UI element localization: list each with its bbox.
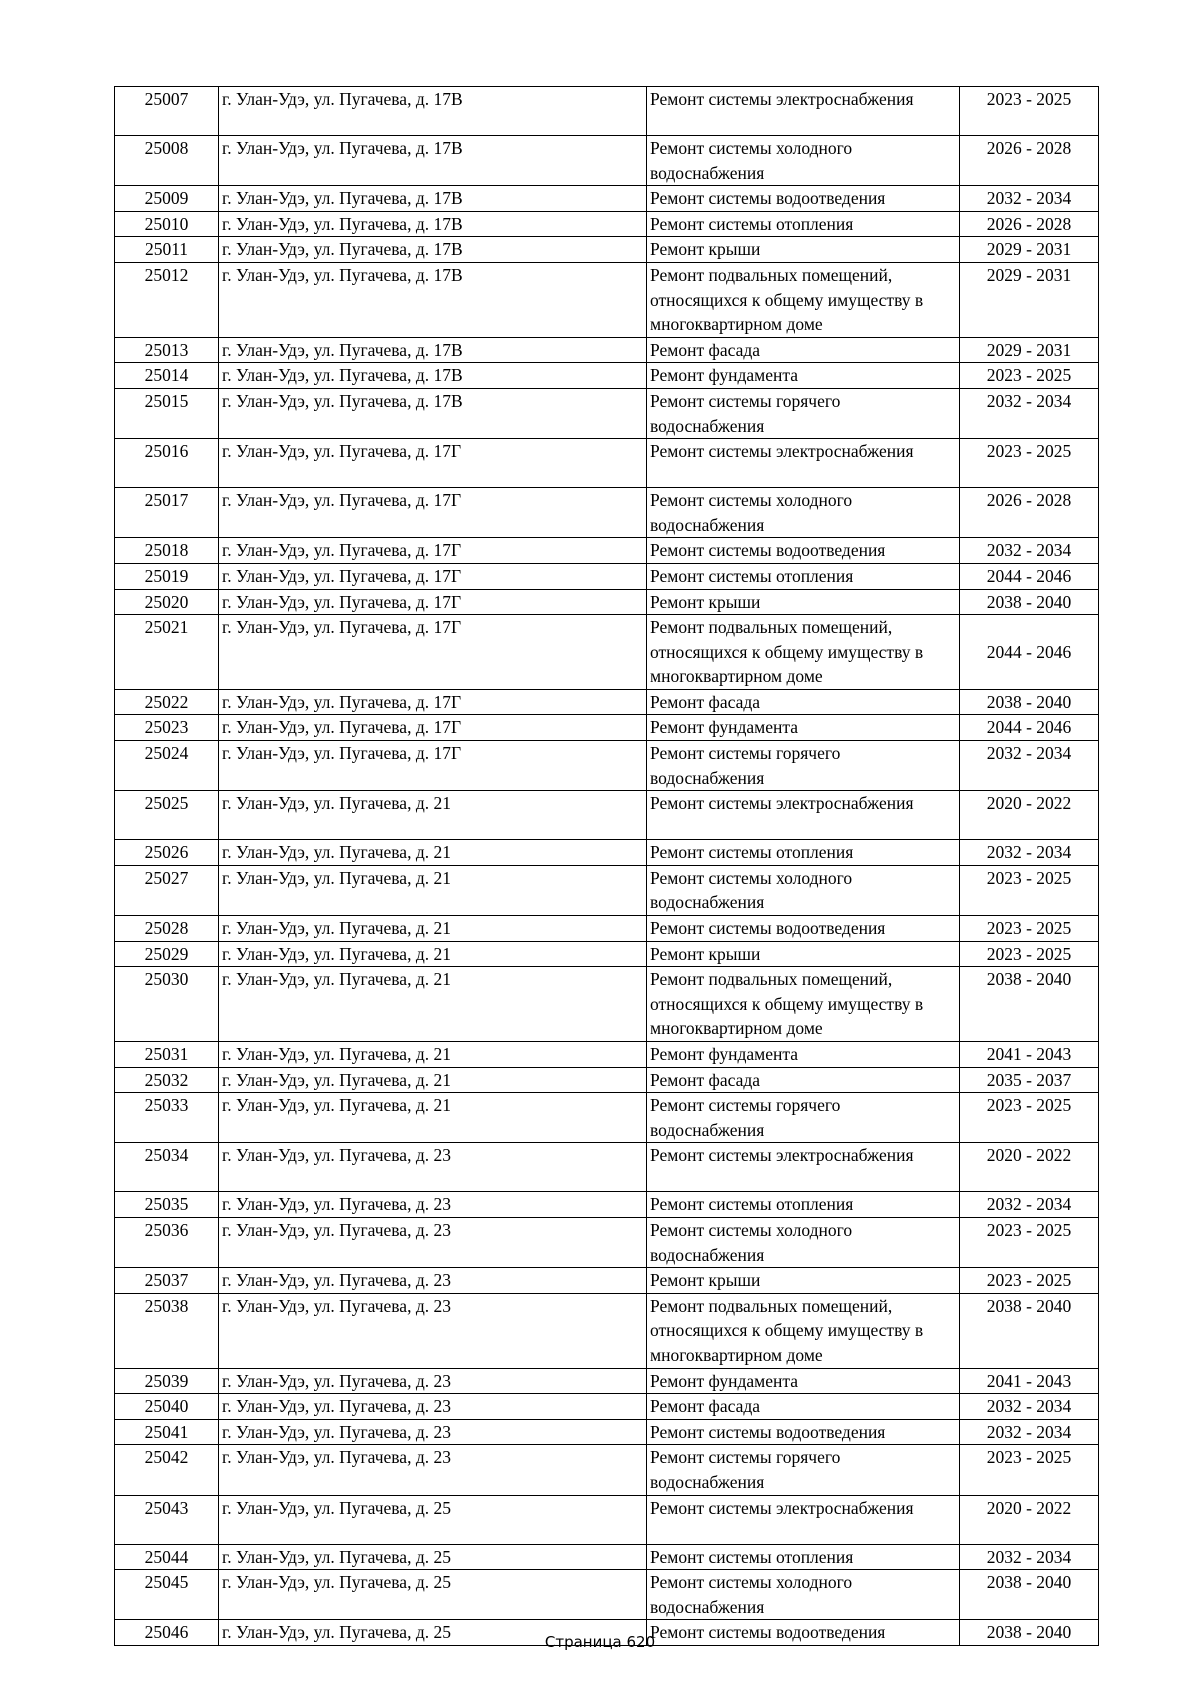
- table-row: [115, 1217, 1099, 1267]
- row-address: г. Улан-Удэ, ул. Пугачева, д. 17В: [219, 136, 647, 186]
- row-work-type: Ремонт системы электроснабжения: [647, 1495, 960, 1544]
- row-period: 2023 - 2025: [960, 865, 1099, 915]
- row-period: 2032 - 2034: [960, 741, 1099, 791]
- row-work-type: Ремонт фасада: [647, 1067, 960, 1093]
- row-address: г. Улан-Удэ, ул. Пугачева, д. 23: [219, 1368, 647, 1394]
- row-work-type: Ремонт системы водоотведения: [647, 1419, 960, 1445]
- row-number: 25019: [115, 563, 219, 589]
- row-address: г. Улан-Удэ, ул. Пугачева, д. 23: [219, 1143, 647, 1192]
- row-period: 2023 - 2025: [960, 87, 1099, 136]
- table-row: [115, 589, 1099, 615]
- row-period: 2020 - 2022: [960, 1143, 1099, 1192]
- table-row: [115, 1192, 1099, 1218]
- row-work-type: Ремонт системы отопления: [647, 840, 960, 866]
- row-number: 25034: [115, 1143, 219, 1192]
- row-number: 25039: [115, 1368, 219, 1394]
- row-work-type: Ремонт системы отопления: [647, 563, 960, 589]
- row-work-type: Ремонт системы электроснабжения: [647, 439, 960, 488]
- row-period: 2035 - 2037: [960, 1067, 1099, 1093]
- row-address: г. Улан-Удэ, ул. Пугачева, д. 25: [219, 1544, 647, 1570]
- row-work-type: Ремонт системы холодного водоснабжения: [647, 1570, 960, 1620]
- row-number: 25013: [115, 337, 219, 363]
- table-row: [115, 1093, 1099, 1143]
- row-period: 2038 - 2040: [960, 967, 1099, 1042]
- row-address: г. Улан-Удэ, ул. Пугачева, д. 17Г: [219, 741, 647, 791]
- row-period: 2029 - 2031: [960, 237, 1099, 263]
- row-address: г. Улан-Удэ, ул. Пугачева, д. 21: [219, 791, 647, 840]
- row-number: 25024: [115, 741, 219, 791]
- row-period: 2020 - 2022: [960, 1495, 1099, 1544]
- row-number: 25009: [115, 186, 219, 212]
- row-number: 25029: [115, 941, 219, 967]
- row-work-type: Ремонт фасада: [647, 1394, 960, 1420]
- row-work-type: Ремонт системы водоотведения: [647, 1620, 960, 1646]
- table-row: [115, 211, 1099, 237]
- row-period: 2026 - 2028: [960, 211, 1099, 237]
- row-address: г. Улан-Удэ, ул. Пугачева, д. 17В: [219, 87, 647, 136]
- table-row: [115, 488, 1099, 538]
- row-work-type: Ремонт системы холодного водоснабжения: [647, 488, 960, 538]
- table-row: [115, 1445, 1099, 1495]
- row-address: г. Улан-Удэ, ул. Пугачева, д. 17В: [219, 262, 647, 337]
- row-work-type: Ремонт системы горячего водоснабжения: [647, 1445, 960, 1495]
- row-period: 2029 - 2031: [960, 337, 1099, 363]
- row-address: г. Улан-Удэ, ул. Пугачева, д. 17В: [219, 337, 647, 363]
- row-work-type: Ремонт подвальных помещений, относящихся к общему имуществу в многоквартирном доме: [647, 967, 960, 1042]
- row-number: 25045: [115, 1570, 219, 1620]
- table-row: [115, 388, 1099, 438]
- row-period: 2023 - 2025: [960, 916, 1099, 942]
- row-address: г. Улан-Удэ, ул. Пугачева, д. 25: [219, 1620, 647, 1646]
- table-row: [115, 237, 1099, 263]
- row-work-type: Ремонт подвальных помещений, относящихся к общему имуществу в многоквартирном доме: [647, 1293, 960, 1368]
- row-period: 2032 - 2034: [960, 1192, 1099, 1218]
- row-address: г. Улан-Удэ, ул. Пугачева, д. 21: [219, 1067, 647, 1093]
- row-number: 25021: [115, 615, 219, 690]
- row-address: г. Улан-Удэ, ул. Пугачева, д. 21: [219, 865, 647, 915]
- row-address: г. Улан-Удэ, ул. Пугачева, д. 17В: [219, 237, 647, 263]
- row-work-type: Ремонт системы холодного водоснабжения: [647, 1217, 960, 1267]
- row-address: г. Улан-Удэ, ул. Пугачева, д. 25: [219, 1495, 647, 1544]
- row-period: 2038 - 2040: [960, 1570, 1099, 1620]
- row-period: 2023 - 2025: [960, 439, 1099, 488]
- row-work-type: Ремонт системы водоотведения: [647, 186, 960, 212]
- table-row: [115, 563, 1099, 589]
- table-row: [115, 791, 1099, 840]
- row-period: 2038 - 2040: [960, 589, 1099, 615]
- row-work-type: Ремонт системы горячего водоснабжения: [647, 741, 960, 791]
- row-address: г. Улан-Удэ, ул. Пугачева, д. 23: [219, 1268, 647, 1294]
- row-number: 25040: [115, 1394, 219, 1420]
- row-period: 2032 - 2034: [960, 388, 1099, 438]
- row-work-type: Ремонт фундамента: [647, 363, 960, 389]
- row-work-type: Ремонт крыши: [647, 237, 960, 263]
- row-address: г. Улан-Удэ, ул. Пугачева, д. 17Г: [219, 715, 647, 741]
- row-number: 25014: [115, 363, 219, 389]
- row-work-type: Ремонт фундамента: [647, 715, 960, 741]
- table-row: [115, 1042, 1099, 1068]
- row-work-type: Ремонт системы электроснабжения: [647, 1143, 960, 1192]
- row-address: г. Улан-Удэ, ул. Пугачева, д. 17Г: [219, 689, 647, 715]
- row-address: г. Улан-Удэ, ул. Пугачева, д. 17Г: [219, 563, 647, 589]
- row-number: 25020: [115, 589, 219, 615]
- table-row: [115, 689, 1099, 715]
- row-period: 2032 - 2034: [960, 1544, 1099, 1570]
- row-work-type: Ремонт системы горячего водоснабжения: [647, 388, 960, 438]
- row-number: 25046: [115, 1620, 219, 1646]
- table-row: [115, 186, 1099, 212]
- table-row: [115, 941, 1099, 967]
- row-address: г. Улан-Удэ, ул. Пугачева, д. 23: [219, 1394, 647, 1420]
- page-number: Страница 620: [544, 1633, 656, 1651]
- row-number: 25011: [115, 237, 219, 263]
- row-number: 25041: [115, 1419, 219, 1445]
- row-number: 25038: [115, 1293, 219, 1368]
- row-period: 2041 - 2043: [960, 1042, 1099, 1068]
- row-address: г. Улан-Удэ, ул. Пугачева, д. 21: [219, 840, 647, 866]
- row-address: г. Улан-Удэ, ул. Пугачева, д. 17Г: [219, 589, 647, 615]
- row-number: 25037: [115, 1268, 219, 1294]
- row-address: г. Улан-Удэ, ул. Пугачева, д. 17В: [219, 388, 647, 438]
- row-address: г. Улан-Удэ, ул. Пугачева, д. 21: [219, 916, 647, 942]
- row-number: 25007: [115, 87, 219, 136]
- row-number: 25027: [115, 865, 219, 915]
- row-number: 25044: [115, 1544, 219, 1570]
- row-period: 2041 - 2043: [960, 1368, 1099, 1394]
- row-address: г. Улан-Удэ, ул. Пугачева, д. 23: [219, 1293, 647, 1368]
- row-period: 2023 - 2025: [960, 941, 1099, 967]
- row-number: 25033: [115, 1093, 219, 1143]
- row-period: 2032 - 2034: [960, 840, 1099, 866]
- row-address: г. Улан-Удэ, ул. Пугачева, д. 17В: [219, 211, 647, 237]
- row-address: г. Улан-Удэ, ул. Пугачева, д. 17Г: [219, 488, 647, 538]
- row-period: 2038 - 2040: [960, 1620, 1099, 1646]
- row-period: 2020 - 2022: [960, 791, 1099, 840]
- table-row: [115, 1544, 1099, 1570]
- table-row: [115, 1293, 1099, 1368]
- row-period: 2044 - 2046: [960, 615, 1099, 690]
- row-address: г. Улан-Удэ, ул. Пугачева, д. 23: [219, 1419, 647, 1445]
- row-work-type: Ремонт крыши: [647, 589, 960, 615]
- row-address: г. Улан-Удэ, ул. Пугачева, д. 17Г: [219, 439, 647, 488]
- repair-schedule-table: [114, 86, 1099, 1646]
- row-period: 2038 - 2040: [960, 1293, 1099, 1368]
- table-row: [115, 363, 1099, 389]
- row-period: 2023 - 2025: [960, 363, 1099, 389]
- row-number: 25043: [115, 1495, 219, 1544]
- row-period: 2026 - 2028: [960, 488, 1099, 538]
- row-address: г. Улан-Удэ, ул. Пугачева, д. 21: [219, 1042, 647, 1068]
- row-number: 25028: [115, 916, 219, 942]
- row-work-type: Ремонт подвальных помещений, относящихся к общему имуществу в многоквартирном доме: [647, 262, 960, 337]
- row-work-type: Ремонт системы электроснабжения: [647, 791, 960, 840]
- row-period: 2023 - 2025: [960, 1217, 1099, 1267]
- table-row: [115, 1394, 1099, 1420]
- row-number: 25030: [115, 967, 219, 1042]
- row-work-type: Ремонт фундамента: [647, 1368, 960, 1394]
- row-period: 2044 - 2046: [960, 715, 1099, 741]
- row-number: 25016: [115, 439, 219, 488]
- row-period: 2029 - 2031: [960, 262, 1099, 337]
- row-number: 25018: [115, 538, 219, 564]
- row-address: г. Улан-Удэ, ул. Пугачева, д. 21: [219, 967, 647, 1042]
- row-work-type: Ремонт системы отопления: [647, 211, 960, 237]
- row-number: 25026: [115, 840, 219, 866]
- row-period: 2023 - 2025: [960, 1268, 1099, 1294]
- row-address: г. Улан-Удэ, ул. Пугачева, д. 21: [219, 1093, 647, 1143]
- row-work-type: Ремонт системы холодного водоснабжения: [647, 865, 960, 915]
- row-address: г. Улан-Удэ, ул. Пугачева, д. 23: [219, 1445, 647, 1495]
- row-number: 25008: [115, 136, 219, 186]
- row-number: 25035: [115, 1192, 219, 1218]
- table-row: [115, 87, 1099, 136]
- row-number: 25032: [115, 1067, 219, 1093]
- row-address: г. Улан-Удэ, ул. Пугачева, д. 23: [219, 1217, 647, 1267]
- row-work-type: Ремонт системы водоотведения: [647, 538, 960, 564]
- row-work-type: Ремонт системы холодного водоснабжения: [647, 136, 960, 186]
- row-number: 25017: [115, 488, 219, 538]
- row-work-type: Ремонт фундамента: [647, 1042, 960, 1068]
- table-row: [115, 840, 1099, 866]
- table-row: [115, 1067, 1099, 1093]
- row-period: 2032 - 2034: [960, 186, 1099, 212]
- row-number: 25010: [115, 211, 219, 237]
- row-address: г. Улан-Удэ, ул. Пугачева, д. 17В: [219, 363, 647, 389]
- row-work-type: Ремонт фасада: [647, 337, 960, 363]
- table-row: [115, 1268, 1099, 1294]
- table-row: [115, 1419, 1099, 1445]
- row-work-type: Ремонт системы отопления: [647, 1192, 960, 1218]
- row-work-type: Ремонт системы водоотведения: [647, 916, 960, 942]
- row-number: 25036: [115, 1217, 219, 1267]
- table-row: [115, 262, 1099, 337]
- row-number: 25012: [115, 262, 219, 337]
- row-number: 25015: [115, 388, 219, 438]
- table-row: [115, 741, 1099, 791]
- table-row: [115, 1570, 1099, 1620]
- row-number: 25031: [115, 1042, 219, 1068]
- table-row: [115, 538, 1099, 564]
- row-work-type: Ремонт крыши: [647, 941, 960, 967]
- row-period: 2023 - 2025: [960, 1445, 1099, 1495]
- row-work-type: Ремонт крыши: [647, 1268, 960, 1294]
- row-period: 2038 - 2040: [960, 689, 1099, 715]
- table-row: [115, 865, 1099, 915]
- table-body: [115, 87, 1099, 1646]
- row-work-type: Ремонт подвальных помещений, относящихся к общему имуществу в многоквартирном доме: [647, 615, 960, 690]
- row-work-type: Ремонт системы отопления: [647, 1544, 960, 1570]
- table-row: [115, 136, 1099, 186]
- row-work-type: Ремонт системы электроснабжения: [647, 87, 960, 136]
- table-row: [115, 916, 1099, 942]
- row-period: 2044 - 2046: [960, 563, 1099, 589]
- row-number: 25022: [115, 689, 219, 715]
- row-period: 2023 - 2025: [960, 1093, 1099, 1143]
- row-address: г. Улан-Удэ, ул. Пугачева, д. 17Г: [219, 615, 647, 690]
- row-address: г. Улан-Удэ, ул. Пугачева, д. 21: [219, 941, 647, 967]
- row-number: 25025: [115, 791, 219, 840]
- table-row: [115, 1368, 1099, 1394]
- row-address: г. Улан-Удэ, ул. Пугачева, д. 17Г: [219, 538, 647, 564]
- row-period: 2026 - 2028: [960, 136, 1099, 186]
- table-row: [115, 615, 1099, 690]
- row-address: г. Улан-Удэ, ул. Пугачева, д. 23: [219, 1192, 647, 1218]
- table-row: [115, 439, 1099, 488]
- row-address: г. Улан-Удэ, ул. Пугачева, д. 17В: [219, 186, 647, 212]
- table-row: [115, 715, 1099, 741]
- row-period: 2032 - 2034: [960, 1394, 1099, 1420]
- row-address: г. Улан-Удэ, ул. Пугачева, д. 25: [219, 1570, 647, 1620]
- row-period: 2032 - 2034: [960, 1419, 1099, 1445]
- table-row: [115, 1495, 1099, 1544]
- row-work-type: Ремонт фасада: [647, 689, 960, 715]
- row-period: 2032 - 2034: [960, 538, 1099, 564]
- table-row: [115, 967, 1099, 1042]
- table-row: [115, 337, 1099, 363]
- row-number: 25023: [115, 715, 219, 741]
- row-work-type: Ремонт системы горячего водоснабжения: [647, 1093, 960, 1143]
- row-number: 25042: [115, 1445, 219, 1495]
- table-row: [115, 1143, 1099, 1192]
